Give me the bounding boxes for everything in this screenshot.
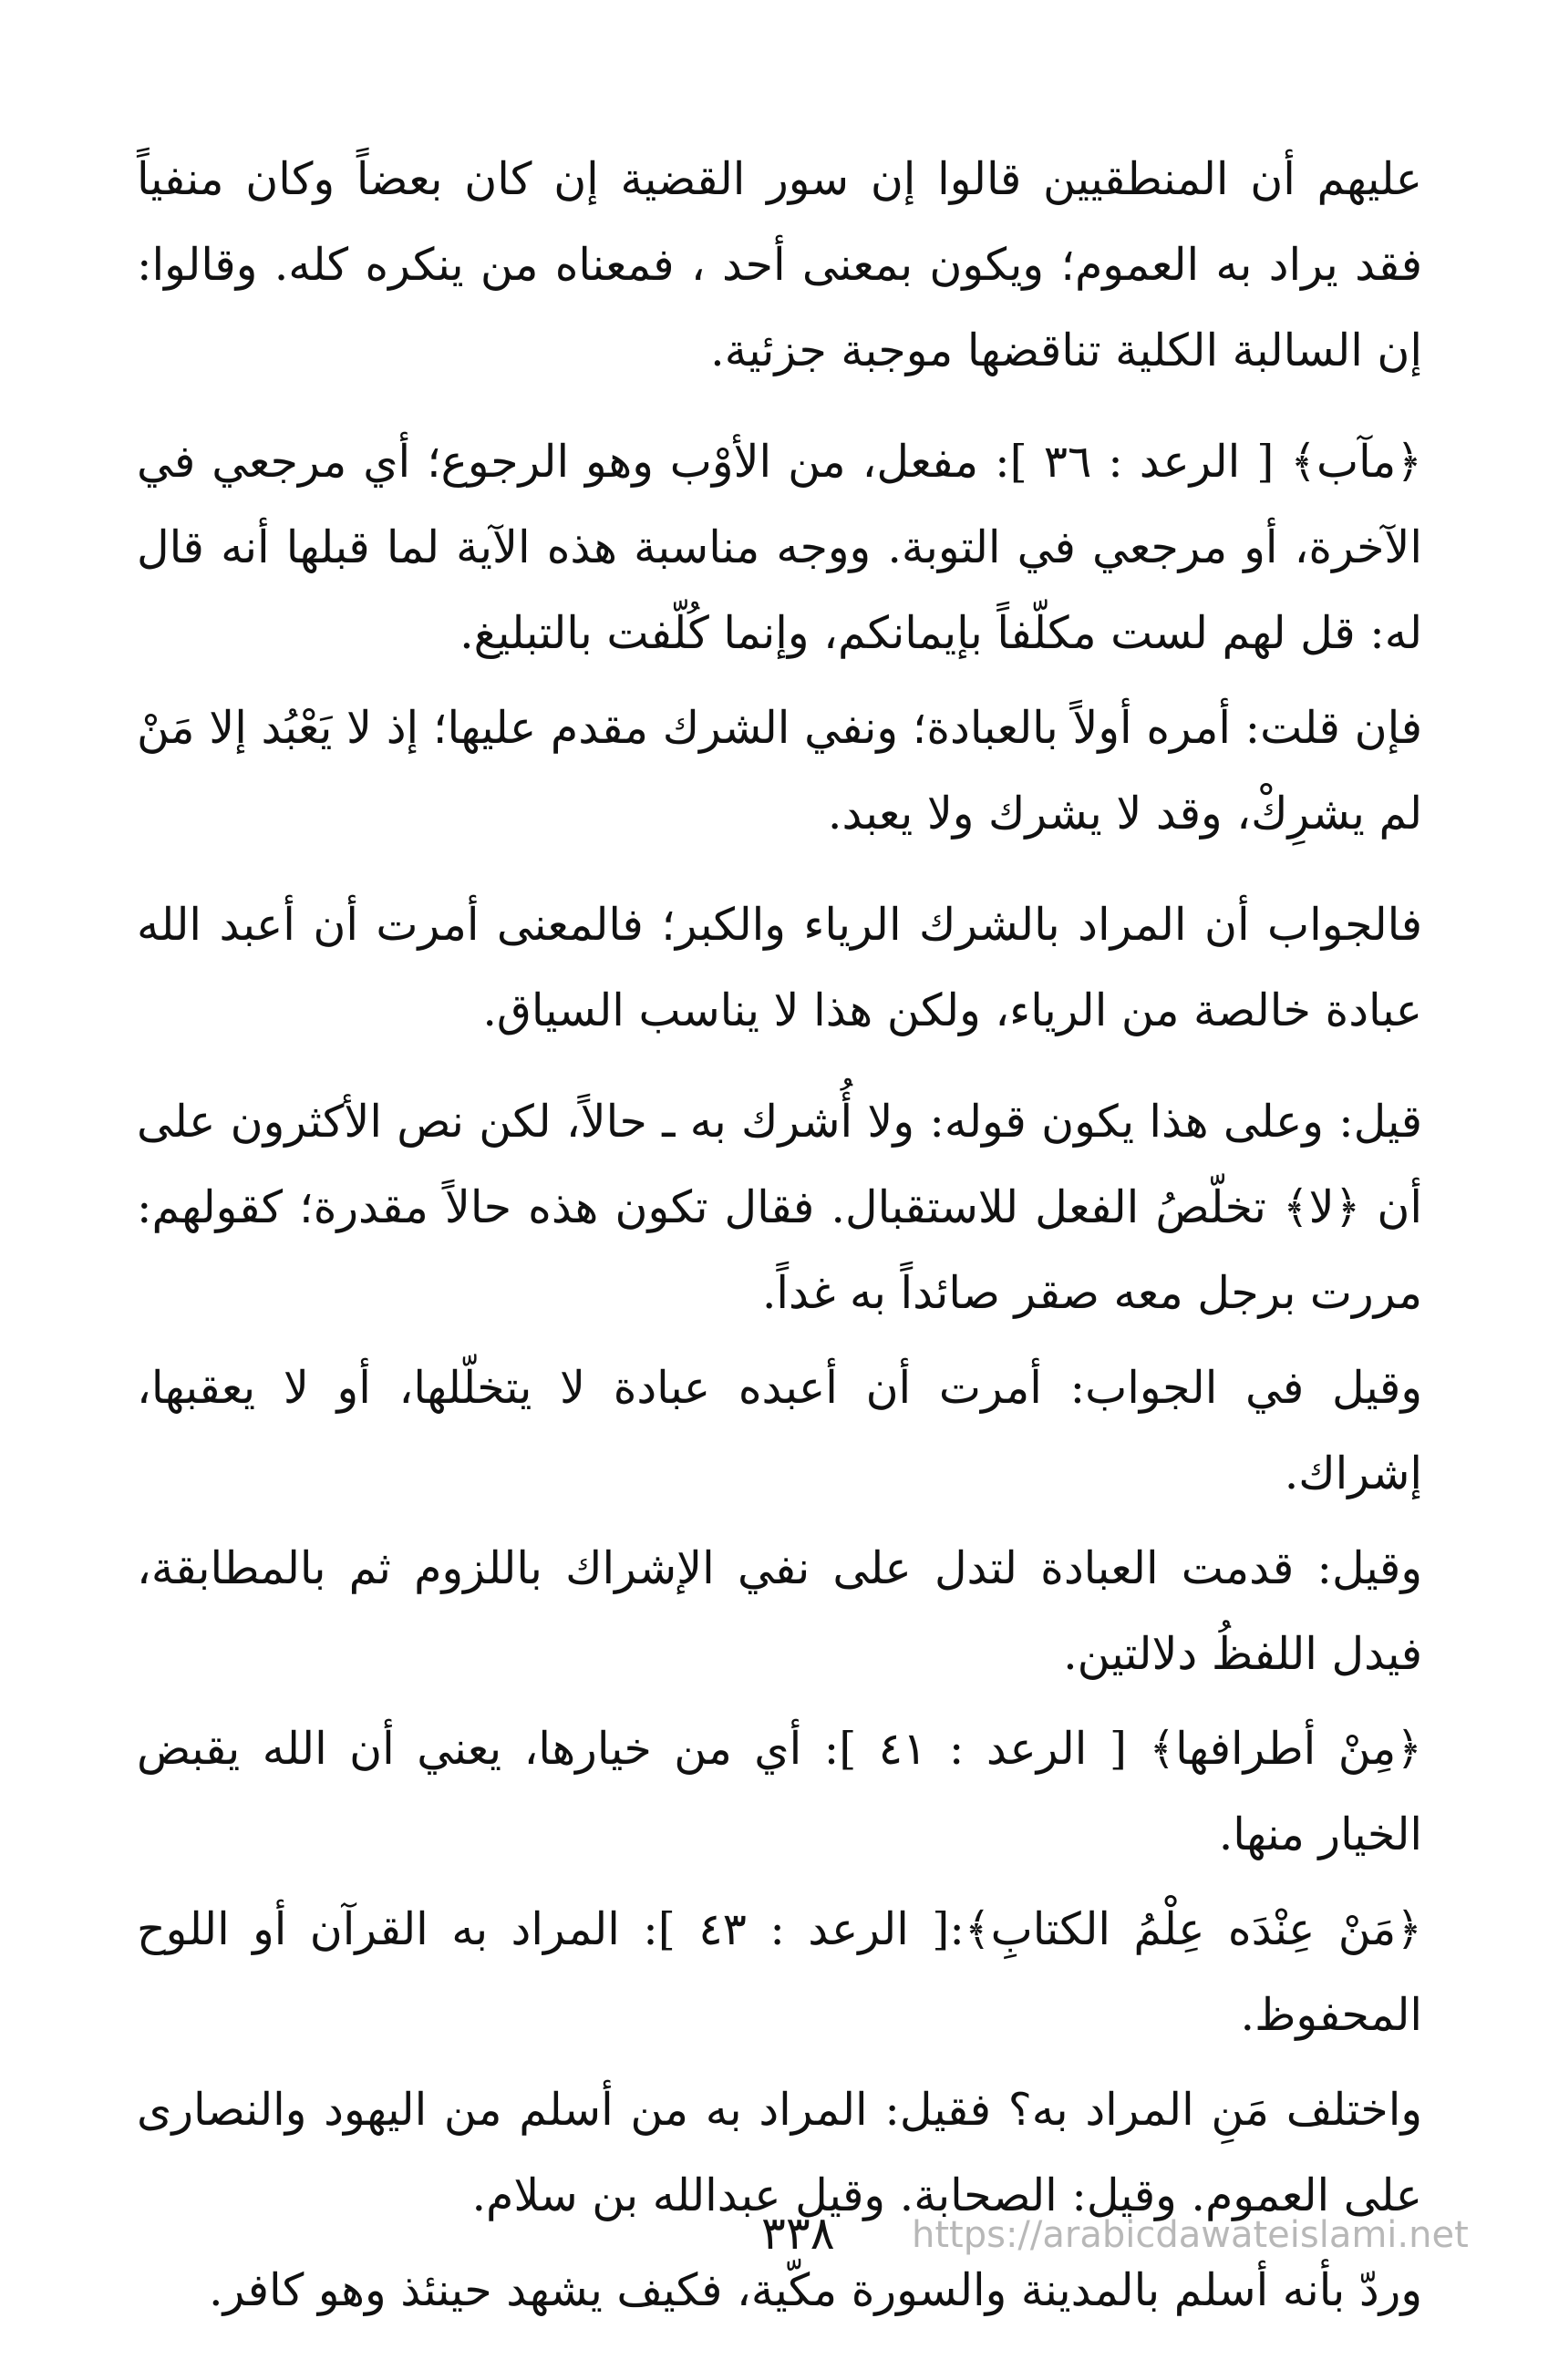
paragraph-5: قيل: وعلى هذا يكون قوله: ولا أُشرك به ـ حالاً، لكن نص الأكثرون على أن ﴿لا﴾ تخلّصُ الفعل للاستقبال. فقال تكون هذه حالاً مقدرة؛ كقولهم: مررت برجل معه صقر صائداً به غداً. [137, 1096, 1422, 1319]
paragraph-3: فإن قلت: أمره أولاً بالعبادة؛ ونفي الشرك مقدم عليها؛ إذ لا يَعْبُد إلا مَنْ لم يشرِكْ، وقد لا يشرك ولا يعبد. [137, 702, 1422, 840]
paragraph-11: وردّ بأنه أسلم بالمدينة والسورة مكّية، فكيف يشهد حينئذ وهو كافر. [209, 2264, 1422, 2316]
paragraph-9: ﴿مَنْ عِنْدَه عِلْمُ الكتابِ﴾:[ الرعد : ٤٣ ]: المراد به القرآن أو اللوح المحفوظ. [137, 1903, 1423, 2041]
page-number: ٣٣٨ [761, 2207, 835, 2260]
paragraph-10: واختلف مَنِ المراد به؟ فقيل: المراد به من أسلم من اليهود والنصارى على العموم. وقيل: الصحابة. وقيل عبدالله بن سلام. [137, 2084, 1422, 2221]
paragraph-1: عليهم أن المنطقيين قالوا إن سور القضية إن كان بعضاً وكان منفياً فقد يراد به العموم؛ ويكون بمعنى أحد ، فمعناه من ينكره كله. وقالوا: إن السالبة الكلية تناقضها موجبة جزئية. [137, 153, 1422, 376]
paragraph-7: وقيل: قدمت العبادة لتدل على نفي الإشراك باللزوم ثم بالمطابقة، فيدل اللفظُ دلالتين. [137, 1542, 1422, 1680]
watermark-url: https://arabicdawateislami.net [912, 2214, 1469, 2256]
paragraph-6: وقيل في الجواب: أمرت أن أعبده عبادة لا يتخلّلها، أو لا يعقبها، إشراك. [137, 1362, 1422, 1499]
paragraph-8: ﴿مِنْ أطرافها﴾ [ الرعد : ٤١ ]: أي من خيارها، يعني أن الله يقبض الخيار منها. [137, 1723, 1423, 1860]
paragraph-4: فالجواب أن المراد بالشرك الرياء والكبر؛ فالمعنى أمرت أن أعبد الله عبادة خالصة من الرياء، ولكن هذا لا يناسب السياق. [137, 899, 1422, 1036]
paragraph-2: ﴿مآب﴾ [ الرعد : ٣٦ ]: مفعل، من الأوْب وهو الرجوع؛ أي مرجعي في الآخرة، أو مرجعي في التوبة. ووجه مناسبة هذه الآية لما قبلها أنه قال له: قل لهم لست مكلّفاً بإيمانكم، وإنما كُلّفت بالتبليغ. [137, 436, 1422, 659]
page-footer [0, 2206, 1559, 2261]
